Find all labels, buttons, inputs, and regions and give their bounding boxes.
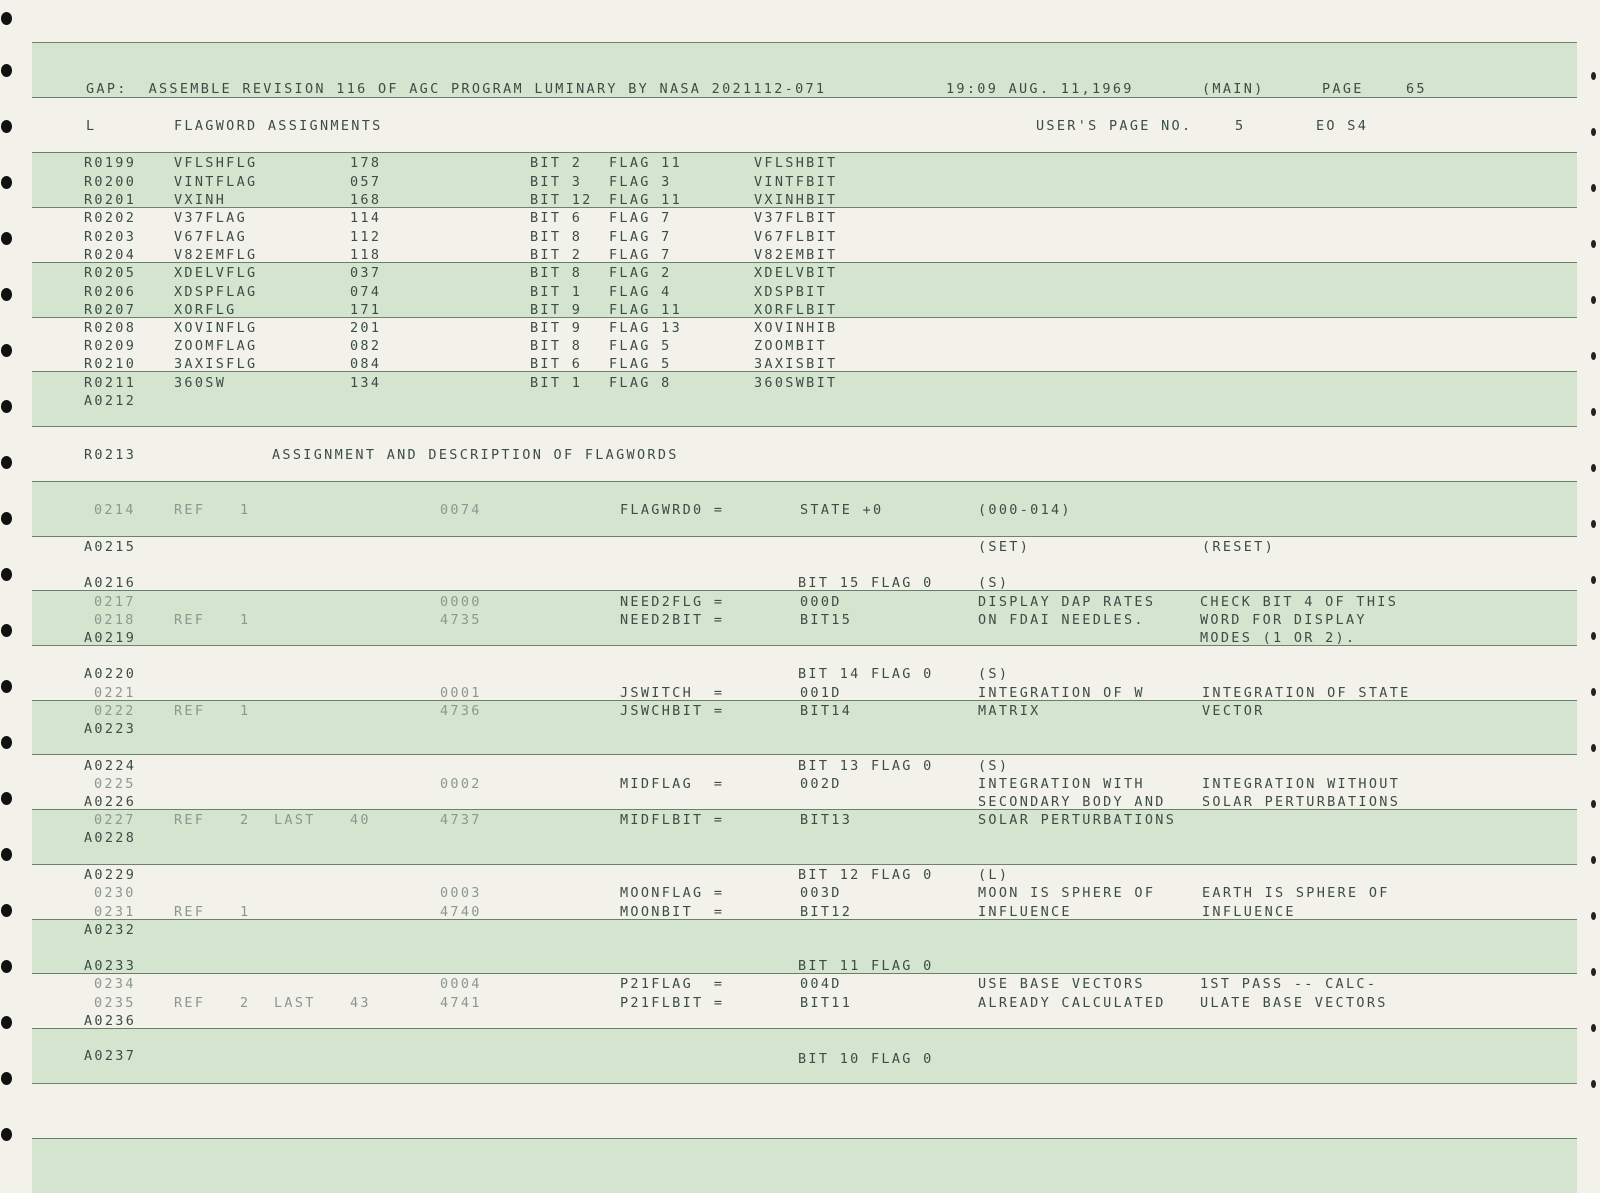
header-page-number: 65 [1406, 81, 1427, 97]
set-comment: (S) [978, 758, 1010, 774]
assign-bitname: XDSPBIT [754, 284, 827, 300]
operand: 001D [800, 685, 842, 701]
reset-column-header: (RESET) [1202, 539, 1275, 555]
user-page-label: USER'S PAGE NO. [1036, 118, 1193, 134]
assign-seq: R0202 [84, 210, 137, 226]
symbol-label: P21FLAG = [620, 976, 725, 992]
set-comment: DISPLAY DAP RATES [978, 594, 1156, 610]
operand: BIT 12 FLAG 0 [798, 867, 934, 883]
assign-bitname: XDELVBIT [754, 265, 838, 281]
assign-seq: R0200 [84, 174, 137, 190]
assign-bit: BIT 1 [530, 375, 583, 391]
symbol-label: NEED2FLG = [620, 594, 725, 610]
operand: BIT 13 FLAG 0 [798, 758, 934, 774]
seq-number: 0217 [94, 594, 136, 610]
assign-flag: FLAG 11 [609, 302, 682, 318]
symbol-label: MOONFLAG = [620, 885, 725, 901]
ref-label: REF [174, 904, 206, 920]
seq-number: A0224 [84, 758, 137, 774]
seq-number: 0214 [94, 502, 136, 518]
address: 4740 [440, 904, 482, 920]
header-time: 19:09 AUG. 11,1969 [946, 81, 1134, 97]
seq-number: A0215 [84, 539, 137, 555]
set-comment: ON FDAI NEEDLES. [978, 612, 1145, 628]
address: 4737 [440, 812, 482, 828]
assign-bit: BIT 6 [530, 210, 583, 226]
operand: BIT14 [800, 703, 853, 719]
assign-num: 178 [350, 155, 382, 171]
assign-flag: FLAG 7 [609, 247, 672, 263]
ref-label: REF [174, 703, 206, 719]
symbol-label: NEED2BIT = [620, 612, 725, 628]
address: 4741 [440, 995, 482, 1011]
operand: 003D [800, 885, 842, 901]
listing-heading: FLAGWORD ASSIGNMENTS [174, 118, 383, 134]
operand: BIT13 [800, 812, 853, 828]
set-comment: MOON IS SPHERE OF [978, 885, 1156, 901]
assign-num: 112 [350, 229, 382, 245]
address: 4736 [440, 703, 482, 719]
assign-num: 057 [350, 174, 382, 190]
assign-name: VINTFLAG [174, 174, 258, 190]
reset-comment: INFLUENCE [1202, 904, 1296, 920]
seq-number: A0229 [84, 867, 137, 883]
symbol-label: JSWITCH = [620, 685, 725, 701]
assign-seq: R0207 [84, 302, 137, 318]
set-comment: (S) [978, 666, 1010, 682]
ref-count: 2 [240, 995, 251, 1011]
assign-flag: FLAG 7 [609, 210, 672, 226]
assign-bit: BIT 8 [530, 338, 583, 354]
assign-bit: BIT 8 [530, 229, 583, 245]
assign-bitname: V82EMBIT [754, 247, 838, 263]
seq-number: A0233 [84, 958, 137, 974]
address: 0000 [440, 594, 482, 610]
assign-flag: FLAG 2 [609, 265, 672, 281]
address: 0003 [440, 885, 482, 901]
reset-comment: SOLAR PERTURBATIONS [1202, 794, 1401, 810]
address: 4735 [440, 612, 482, 628]
comment: (000-014) [978, 502, 1072, 518]
assign-num: 074 [350, 284, 382, 300]
symbol-label: MOONBIT = [620, 904, 725, 920]
operand: 000D [800, 594, 842, 610]
seq-number: A0223 [84, 721, 137, 737]
assign-name: 360SW [174, 375, 227, 391]
reset-comment: ULATE BASE VECTORS [1200, 995, 1388, 1011]
seq-number: A0228 [84, 830, 137, 846]
assign-flag: FLAG 11 [609, 155, 682, 171]
symbol-label: JSWCHBIT = [620, 703, 725, 719]
set-comment: ALREADY CALCULATED [978, 995, 1166, 1011]
set-comment: SOLAR PERTURBATIONS [978, 812, 1177, 828]
listing-type: L [86, 118, 97, 134]
assign-seq: R0199 [84, 155, 137, 171]
ref-count: 2 [240, 812, 251, 828]
assign-name: ZOOMFLAG [174, 338, 258, 354]
assign-flag: FLAG 3 [609, 174, 672, 190]
assign-num: 084 [350, 356, 382, 372]
assign-bit: BIT 8 [530, 265, 583, 281]
assign-num: 134 [350, 375, 382, 391]
header-page-label: PAGE [1322, 81, 1364, 97]
last-label: LAST [274, 812, 316, 828]
assign-seq: R0209 [84, 338, 137, 354]
seq-number: 0218 [94, 612, 136, 628]
ref-label: REF [174, 812, 206, 828]
assign-bit: BIT 12 [530, 192, 593, 208]
assign-bitname: VFLSHBIT [754, 155, 838, 171]
set-comment: MATRIX [978, 703, 1041, 719]
seq-number: A0220 [84, 666, 137, 682]
assign-seq: A0212 [84, 393, 137, 409]
ref-label: REF [174, 995, 206, 1011]
assign-num: 037 [350, 265, 382, 281]
operand: BIT15 [800, 612, 853, 628]
operand: 002D [800, 776, 842, 792]
assign-seq: R0210 [84, 356, 137, 372]
set-column-header: (SET) [978, 539, 1031, 555]
assign-name: XDSPFLAG [174, 284, 258, 300]
assign-num: 168 [350, 192, 382, 208]
seq-number: 0231 [94, 904, 136, 920]
assign-name: XORFLG [174, 302, 237, 318]
operand: BIT 14 FLAG 0 [798, 666, 934, 682]
assign-flag: FLAG 8 [609, 375, 672, 391]
ref-count: 1 [240, 502, 251, 518]
assign-bit: BIT 2 [530, 155, 583, 171]
assign-bit: BIT 6 [530, 356, 583, 372]
assign-bit: BIT 9 [530, 320, 583, 336]
assign-name: V67FLAG [174, 229, 247, 245]
symbol-label: MIDFLAG = [620, 776, 725, 792]
symbol-label: FLAGWRD0 = [620, 502, 725, 518]
assign-seq: R0208 [84, 320, 137, 336]
assign-seq: R0211 [84, 375, 137, 391]
operand: STATE +0 [800, 502, 884, 518]
operand: BIT11 [800, 995, 853, 1011]
ref-label: REF [174, 502, 206, 518]
address: 0001 [440, 685, 482, 701]
seq-number: 0230 [94, 885, 136, 901]
assign-flag: FLAG 7 [609, 229, 672, 245]
address: 0004 [440, 976, 482, 992]
operand: BIT 15 FLAG 0 [798, 575, 934, 591]
header-section: (MAIN) [1202, 81, 1265, 97]
seq-number: 0234 [94, 976, 136, 992]
ref-count: 1 [240, 612, 251, 628]
operand: BIT 10 FLAG 0 [798, 1051, 934, 1067]
assign-seq: R0206 [84, 284, 137, 300]
seq-number: A0219 [84, 630, 137, 646]
assign-bitname: XORFLBIT [754, 302, 838, 318]
assign-seq: R0205 [84, 265, 137, 281]
assign-num: 201 [350, 320, 382, 336]
seq-number: 0235 [94, 995, 136, 1011]
reset-comment: INTEGRATION OF STATE [1202, 685, 1411, 701]
symbol-label: MIDFLBIT = [620, 812, 725, 828]
header-title: GAP: ASSEMBLE REVISION 116 OF AGC PROGRAM LUMINARY BY NASA 2021112-071 [86, 81, 827, 97]
assign-flag: FLAG 5 [609, 356, 672, 372]
assign-bitname: 3AXISBIT [754, 356, 838, 372]
assign-num: 082 [350, 338, 382, 354]
set-comment: (L) [978, 867, 1010, 883]
ref-count: 1 [240, 703, 251, 719]
last-label: LAST [274, 995, 316, 1011]
set-comment: INTEGRATION OF W [978, 685, 1145, 701]
section-seq: R0213 [84, 447, 137, 463]
seq-number: 0221 [94, 685, 136, 701]
assign-flag: FLAG 4 [609, 284, 672, 300]
assign-name: 3AXISFLG [174, 356, 258, 372]
reset-comment: MODES (1 OR 2). [1200, 630, 1357, 646]
assign-num: 114 [350, 210, 382, 226]
reset-comment: VECTOR [1202, 703, 1265, 719]
seq-number: 0227 [94, 812, 136, 828]
set-comment: INTEGRATION WITH [978, 776, 1145, 792]
assign-bitname: V67FLBIT [754, 229, 838, 245]
assign-name: V82EMFLG [174, 247, 258, 263]
set-comment: USE BASE VECTORS [978, 976, 1145, 992]
assign-seq: R0203 [84, 229, 137, 245]
assign-bitname: 360SWBIT [754, 375, 838, 391]
reset-comment: WORD FOR DISPLAY [1200, 612, 1367, 628]
set-comment: INFLUENCE [978, 904, 1072, 920]
reset-comment: EARTH IS SPHERE OF [1202, 885, 1390, 901]
set-comment: (S) [978, 575, 1010, 591]
assign-bit: BIT 1 [530, 284, 583, 300]
address: 0002 [440, 776, 482, 792]
assign-bit: BIT 3 [530, 174, 583, 190]
ref-count: 1 [240, 904, 251, 920]
user-page-number: 5 [1235, 118, 1246, 134]
reset-comment: CHECK BIT 4 OF THIS [1200, 594, 1399, 610]
assign-seq: R0201 [84, 192, 137, 208]
assign-bit: BIT 2 [530, 247, 583, 263]
assign-name: XDELVFLG [174, 265, 258, 281]
seq-number: 0222 [94, 703, 136, 719]
assign-bit: BIT 9 [530, 302, 583, 318]
seq-number: A0237 [84, 1048, 137, 1064]
seq-number: A0236 [84, 1013, 137, 1029]
assign-flag: FLAG 13 [609, 320, 682, 336]
address: 0074 [440, 502, 482, 518]
ref-label: REF [174, 612, 206, 628]
assign-bitname: VINTFBIT [754, 174, 838, 190]
assign-name: VFLSHFLG [174, 155, 258, 171]
seq-number: 0225 [94, 776, 136, 792]
eo-code: EO S4 [1316, 118, 1369, 134]
assign-bitname: ZOOMBIT [754, 338, 827, 354]
seq-number: A0232 [84, 922, 137, 938]
seq-number: A0216 [84, 575, 137, 591]
section-title: ASSIGNMENT AND DESCRIPTION OF FLAGWORDS [272, 447, 679, 463]
reset-comment: 1ST PASS -- CALC- [1200, 976, 1378, 992]
assign-num: 118 [350, 247, 382, 263]
last-page: 40 [350, 812, 371, 828]
reset-comment: INTEGRATION WITHOUT [1202, 776, 1401, 792]
operand: BIT12 [800, 904, 853, 920]
assign-name: V37FLAG [174, 210, 247, 226]
assign-flag: FLAG 11 [609, 192, 682, 208]
assign-name: VXINH [174, 192, 227, 208]
last-page: 43 [350, 995, 371, 1011]
operand: 004D [800, 976, 842, 992]
assign-bitname: XOVINHIB [754, 320, 838, 336]
assign-name: XOVINFLG [174, 320, 258, 336]
symbol-label: P21FLBIT = [620, 995, 725, 1011]
set-comment: SECONDARY BODY AND [978, 794, 1166, 810]
seq-number: A0226 [84, 794, 137, 810]
operand: BIT 11 FLAG 0 [798, 958, 934, 974]
assign-flag: FLAG 5 [609, 338, 672, 354]
assign-bitname: V37FLBIT [754, 210, 838, 226]
assign-num: 171 [350, 302, 382, 318]
assign-bitname: VXINHBIT [754, 192, 838, 208]
assign-seq: R0204 [84, 247, 137, 263]
